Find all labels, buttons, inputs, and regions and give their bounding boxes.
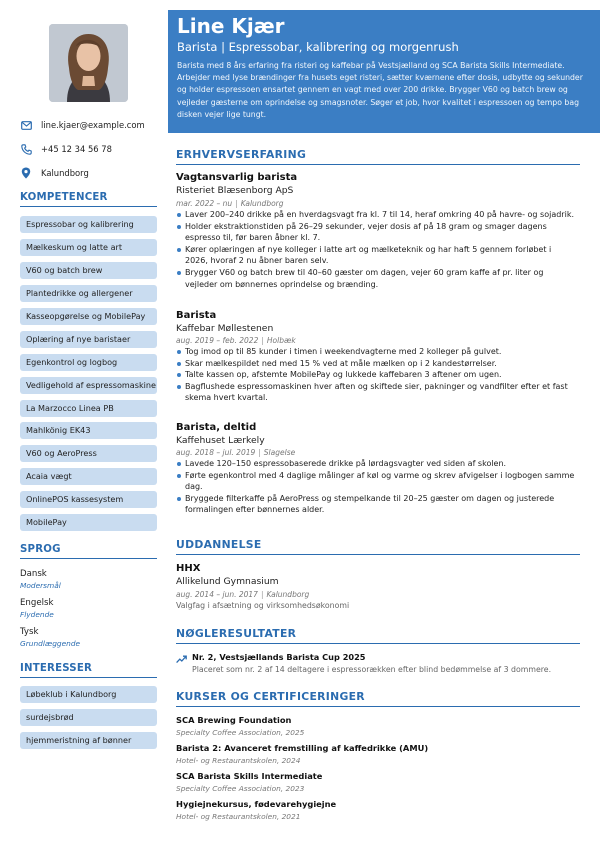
header-banner xyxy=(168,10,600,133)
skill-item: V60 og AeroPress xyxy=(20,445,157,462)
skill-item: Kasseopgørelse og MobilePay xyxy=(20,308,157,325)
skill-item: OnlinePOS kassesystem xyxy=(20,491,157,508)
job-company: Kaffehuset Lærkely xyxy=(176,435,265,446)
contact-phone-text: +45 12 34 56 78 xyxy=(41,144,112,154)
job-bullets xyxy=(176,209,576,290)
skill-item: MobilePay xyxy=(20,514,157,531)
interest-item: surdejsbrød xyxy=(20,709,157,726)
languages-heading: SPROG xyxy=(20,544,157,559)
job-title: Barista xyxy=(176,310,217,321)
job-bullet: Førte egenkontrol med 4 daglige målinger af køl og varme og skrev afvigelser i logbogen samme dag. xyxy=(176,470,576,493)
language-name: Dansk xyxy=(20,569,47,579)
skill-item: Acaia vægt xyxy=(20,468,157,485)
job-company: Kaffebar Møllestenen xyxy=(176,323,274,334)
job-dates: aug. 2019 – feb. 2022 xyxy=(176,336,259,345)
course-meta: Hotel- og Restaurantskolen, 2021 xyxy=(176,812,301,821)
skill-item: Espressobar og kalibrering xyxy=(20,216,157,233)
language-level: Modersmål xyxy=(20,581,61,590)
skill-item: Vedligehold af espressomaskine xyxy=(20,377,157,394)
education-school: Allikelund Gymnasium xyxy=(176,576,279,587)
achievement-description: Placeret som nr. 2 af 14 deltagere i espressorækken efter blind bedømmelse af 3 dommere. xyxy=(192,665,552,674)
phone-icon xyxy=(20,143,32,155)
job-location: Slagelse xyxy=(263,448,296,457)
map-pin-icon xyxy=(20,167,32,179)
interest-item: hjemmeristning af bønner xyxy=(20,732,157,749)
sidebar xyxy=(0,0,168,849)
job-dates: mar. 2022 – nu xyxy=(176,199,233,208)
skill-item: La Marzocco Linea PB xyxy=(20,400,157,417)
education-location: Kalundborg xyxy=(266,590,310,599)
contact-email[interactable] xyxy=(20,118,145,132)
course-name: Hygiejnekursus, fødevarehygiejne xyxy=(176,799,337,809)
job-bullets xyxy=(176,458,576,516)
job-bullet: Talte kassen op, afstemte MobilePay og lukkede kaffebaren 3 aftener om ugen. xyxy=(176,369,576,381)
job-bullets xyxy=(176,346,576,404)
experience-heading: ERHVERVSERFARING xyxy=(176,148,580,165)
skill-item: Plantedrikke og allergener xyxy=(20,285,157,302)
contact-location xyxy=(20,166,89,180)
profile-summary: Barista med 8 års erfaring fra risteri og kaffebar på Vestsjælland og SCA Barista Skills Intermediate. Arbejder med lyse brændinger fra husets eget risteri, sætter kværnene efter dosis, udbytte og sekunder og holder espressoen ensartet gennem en vagt med over 200 drikke. Brygger V60 og batch brew og vejleder gæsterne om oprindelse og smagsnoter. Søger et job, hvor kvalitet i espressoen og tempo bag disken vejer lige tungt. xyxy=(177,61,583,119)
achievements-heading: NØGLERESULTATER xyxy=(176,627,580,644)
envelope-icon xyxy=(20,119,32,131)
job-bullet: Lavede 120–150 espressobaserede drikke på lørdagsvagter ved siden af skolen. xyxy=(176,458,576,470)
education-degree: HHX xyxy=(176,563,201,574)
job-bullet: Brygger V60 og batch brew til 40–60 gæster om dagen, vejer 60 gram kaffe af pr. liter og vejleder om bønnernes oprindelse og brænding. xyxy=(176,267,576,290)
job-location: Kalundborg xyxy=(240,199,284,208)
meta-separator: | xyxy=(260,590,264,599)
person-title: Barista | Espressobar, kalibrering og morgenrush xyxy=(177,40,459,54)
job-company: Risteriet Blæsenborg ApS xyxy=(176,185,294,196)
education-dates: aug. 2014 – jun. 2017 xyxy=(176,590,258,599)
course-name: Barista 2: Avanceret fremstilling af kaffedrikke (AMU) xyxy=(176,743,429,753)
skill-item: Egenkontrol og logbog xyxy=(20,354,157,371)
language-level: Flydende xyxy=(20,610,54,619)
job-bullet: Skar mælkespildet ned med 15 % ved at måle mælken op i 2 kandestørrelser. xyxy=(176,358,576,370)
education-heading: UDDANNELSE xyxy=(176,538,580,555)
job-dates: aug. 2018 – jul. 2019 xyxy=(176,448,256,457)
job-title: Barista, deltid xyxy=(176,422,257,433)
language-name: Tysk xyxy=(20,627,39,637)
job-bullet: Holder ekstraktionstiden på 26–29 sekunder, vejer dosis af på 18 gram og smager dagens espresso til, før baren åbner kl. 7. xyxy=(176,221,576,244)
language-level: Grundlæggende xyxy=(20,639,81,648)
course-meta: Hotel- og Restaurantskolen, 2024 xyxy=(176,756,301,765)
contact-email-text: line.kjaer@example.com xyxy=(41,120,145,130)
meta-separator: | xyxy=(261,336,264,345)
courses-heading: KURSER OG CERTIFICERINGER xyxy=(176,690,580,707)
job-bullet: Laver 200–240 drikke på en hverdagsvagt fra kl. 7 til 14, heraf omkring 40 på havre- og sojadrik. xyxy=(176,209,576,221)
job-bullet: Tog imod op til 85 kunder i timen i weekendvagterne med 2 kolleger på gulvet. xyxy=(176,346,576,358)
profile-photo xyxy=(49,24,128,102)
trend-up-icon xyxy=(176,655,187,664)
job-title: Vagtansvarlig barista xyxy=(176,172,298,183)
job-meta xyxy=(176,199,284,208)
language-name: Engelsk xyxy=(20,598,54,608)
job-bullet: Bryggede filterkaffe på AeroPress og stempelkande til 20–25 gæster om dagen og justerede formalingen efter bønnernes alder. xyxy=(176,493,576,516)
skill-item: Oplæring af nye baristaer xyxy=(20,331,157,348)
course-meta: Specialty Coffee Association, 2023 xyxy=(176,784,305,793)
skill-item: Mælkeskum og latte art xyxy=(20,239,157,256)
interests-heading: INTERESSER xyxy=(20,663,157,678)
course-name: SCA Brewing Foundation xyxy=(176,715,292,725)
contact-location-text: Kalundborg xyxy=(41,168,89,178)
skill-item: Mahlkönig EK43 xyxy=(20,422,157,439)
achievement-title: Nr. 2, Vestsjællands Barista Cup 2025 xyxy=(192,652,366,662)
education-meta xyxy=(176,590,309,599)
skills-heading: KOMPETENCER xyxy=(20,192,157,207)
job-location: Holbæk xyxy=(266,336,296,345)
contact-phone[interactable] xyxy=(20,142,112,156)
job-meta xyxy=(176,336,296,345)
interest-item: Løbeklub i Kalundborg xyxy=(20,686,157,703)
job-bullet: Kører oplæringen af nye kolleger i latte art og mælketeknik og har haft 5 gennem forløbet i 2026, hvoraf 2 nu åbner baren selv. xyxy=(176,244,576,267)
profile-photo-image xyxy=(49,24,128,102)
job-bullet: Bagflushede espressomaskinen hver aften og skiftede sier, pakninger og vandfilter efter et fast skema hvert kvartal. xyxy=(176,381,576,404)
meta-separator: | xyxy=(258,448,261,457)
course-meta: Specialty Coffee Association, 2025 xyxy=(176,728,305,737)
skill-item: V60 og batch brew xyxy=(20,262,157,279)
course-name: SCA Barista Skills Intermediate xyxy=(176,771,323,781)
job-meta xyxy=(176,448,295,457)
person-name: Line Kjær xyxy=(177,14,285,38)
education-description: Valgfag i afsætning og virksomhedsøkonomi xyxy=(176,601,350,610)
meta-separator: | xyxy=(235,199,238,208)
